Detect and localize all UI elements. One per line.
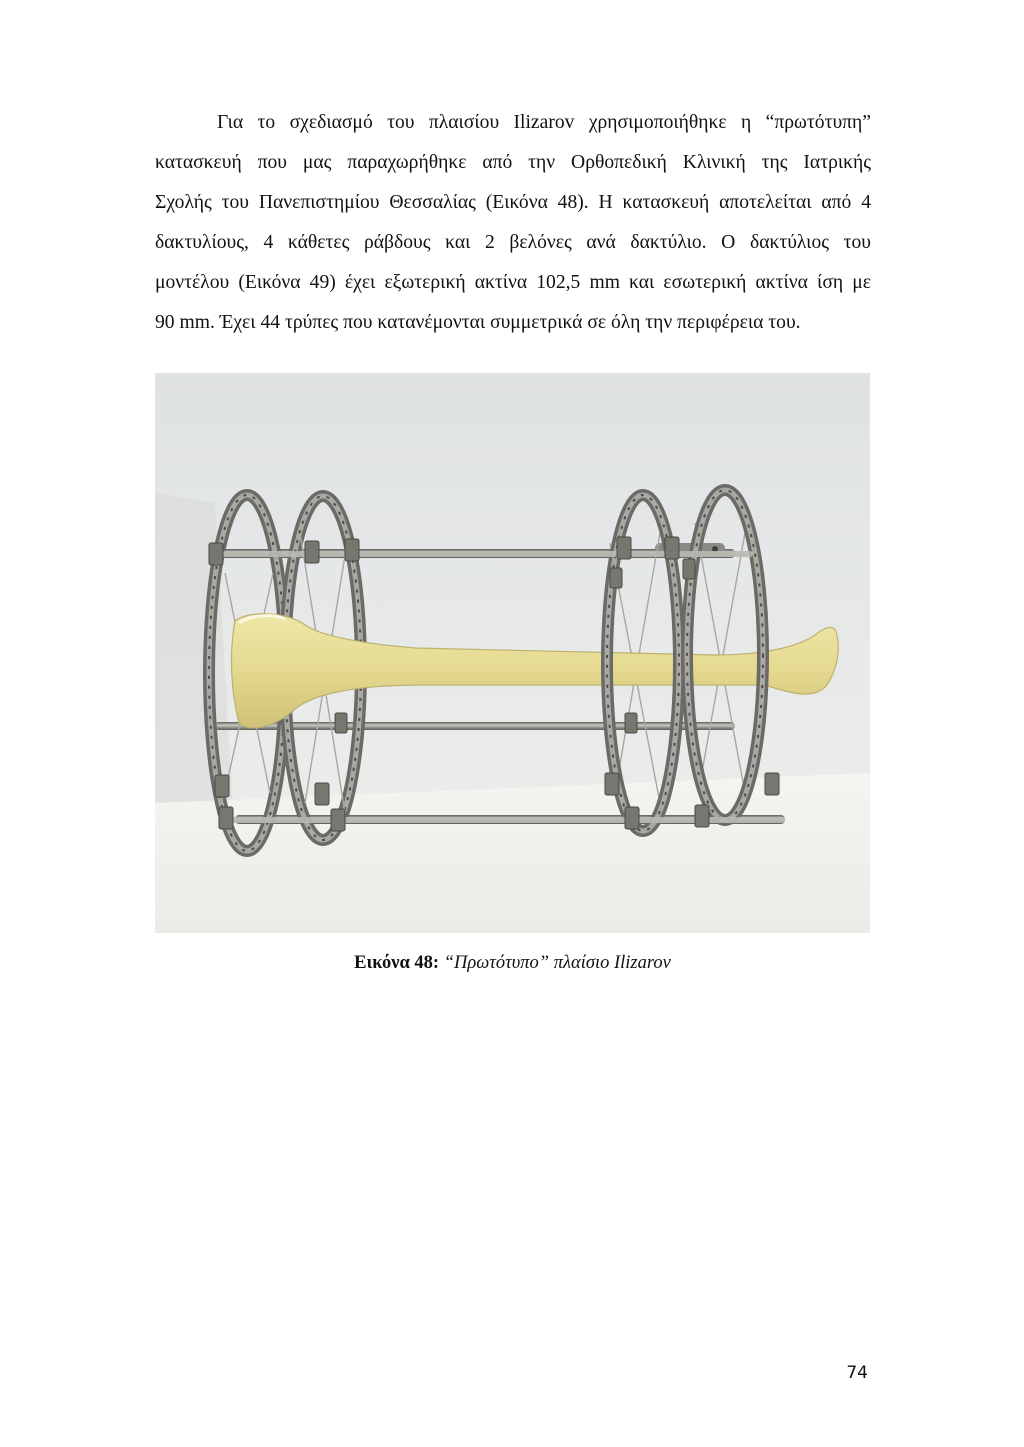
paragraph-line-2: κατασκευή που μας παραχωρήθηκε από την Ορθοπεδική Κλινική της Ιατρικής <box>155 152 871 173</box>
paragraph-line-4: δακτυλίους, 4 κάθετες ράβδους και 2 βελόνες ανά δακτύλιο. Ο δακτύλιος του <box>155 232 871 253</box>
body-paragraph <box>155 103 871 343</box>
paragraph-line-3: Σχολής του Πανεπιστημίου Θεσσαλίας (Εικόνα 48). Η κατασκευή αποτελείται από 4 <box>155 192 871 213</box>
page-number: 74 <box>846 1363 868 1383</box>
paragraph-line-5: μοντέλου (Εικόνα 49) έχει εξωτερική ακτίνα 102,5 mm και εσωτερική ακτίνα ίση με <box>155 272 871 293</box>
caption-label: Εικόνα 48: <box>354 953 440 973</box>
paragraph-line-1: Για το σχεδιασμό του πλαισίου Ilizarov χρησιμοποιήθηκε η “πρωτότυπη” <box>217 112 871 133</box>
figure-caption <box>155 953 870 974</box>
paragraph-line-6: 90 mm. Έχει 44 τρύπες που κατανέμονται συμμετρικά σε όλη την περιφέρεια του. <box>155 312 801 333</box>
caption-text: “Πρωτότυπο” πλαίσιο Ilizarov <box>443 953 671 973</box>
ilizarov-frame-photo <box>155 373 870 933</box>
